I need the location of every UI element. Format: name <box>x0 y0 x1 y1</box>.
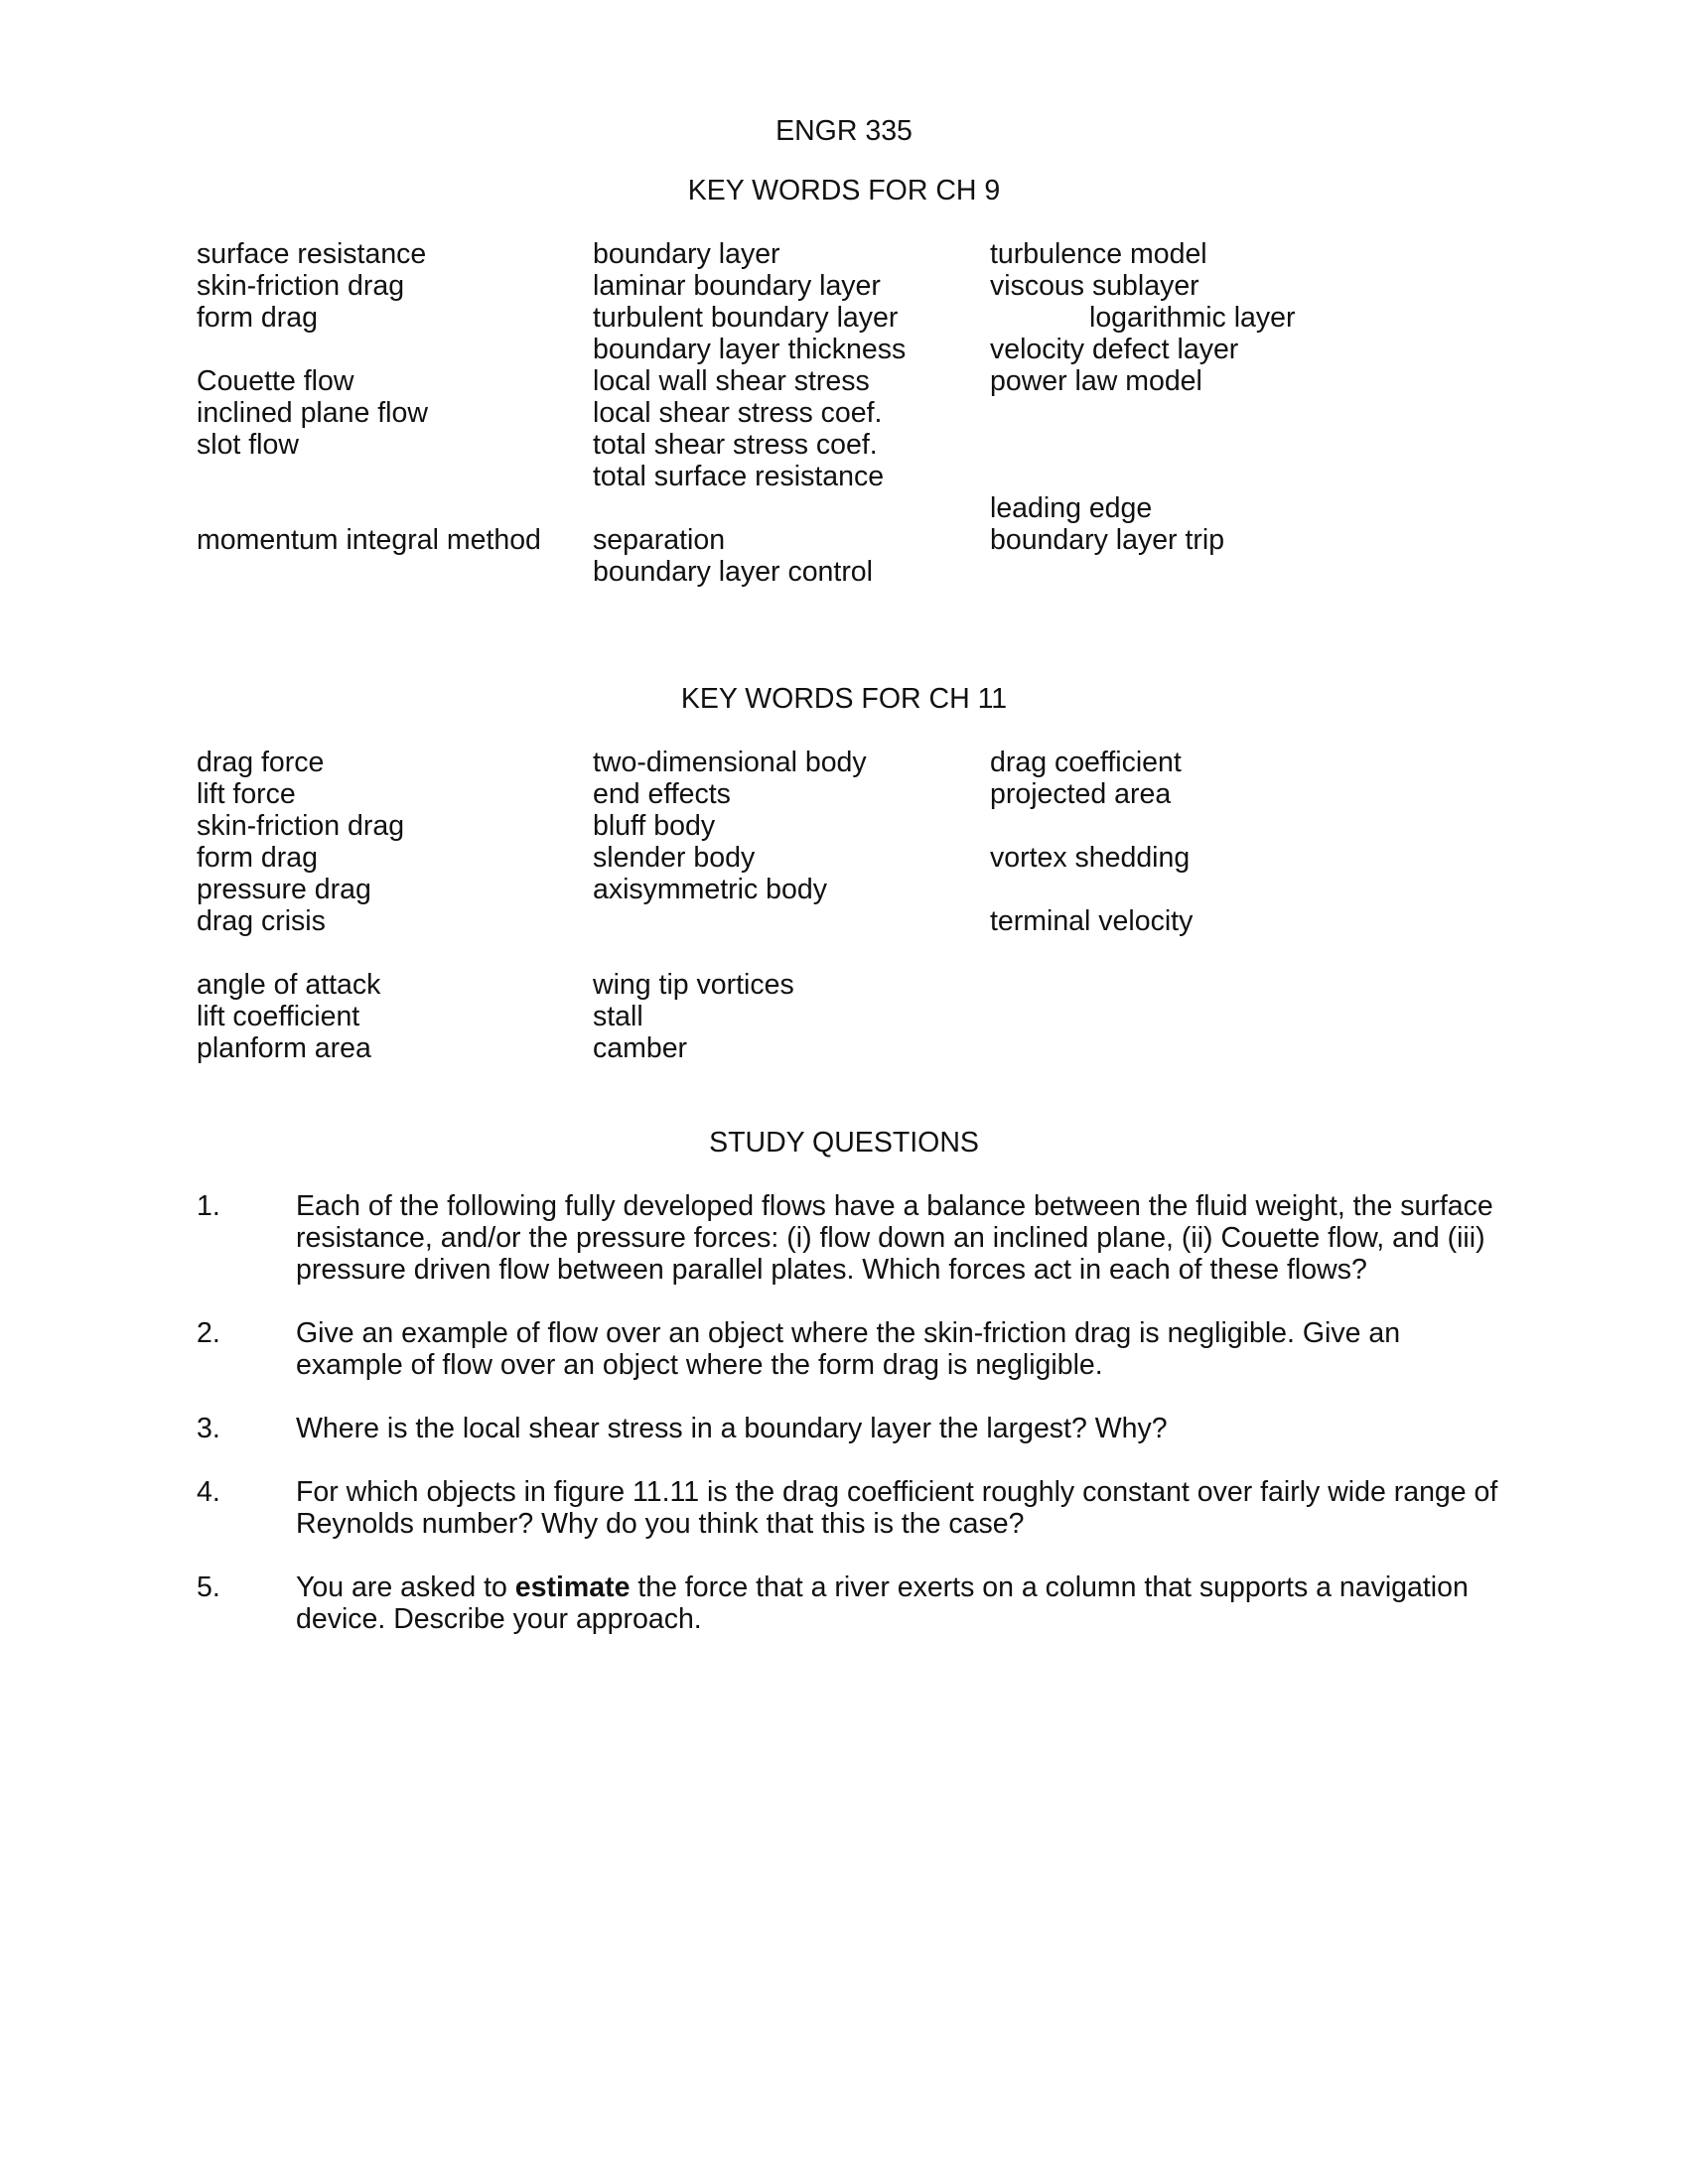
keyword: local wall shear stress <box>593 365 870 397</box>
keyword: terminal velocity <box>990 905 1194 937</box>
keyword <box>593 492 906 524</box>
keyword: vortex shedding <box>990 842 1191 874</box>
keyword: wing tip vortices <box>593 969 794 1001</box>
keyword: planform area <box>197 1032 371 1064</box>
keyword: viscous sublayer <box>990 270 1199 302</box>
keyword: angle of attack <box>197 969 381 1001</box>
question-text: Give an example of flow over an object where the skin-friction drag is negligible. Give an example of flow over an object where the form drag is negligible. <box>296 1317 1401 1381</box>
keyword: form drag <box>197 302 318 334</box>
keyword: two-dimensional body <box>593 747 867 778</box>
keyword: projected area <box>990 778 1172 810</box>
keyword: lift force <box>197 778 296 810</box>
keyword <box>197 937 404 969</box>
question-text: Where is the local shear stress in a boundary layer the largest? Why? <box>296 1413 1168 1444</box>
keyword <box>990 810 1193 842</box>
keyword: skin-friction drag <box>197 810 405 842</box>
keyword: momentum integral method <box>197 524 541 556</box>
keyword: separation <box>593 524 726 556</box>
question-text: For which objects in figure 11.11 is the drag coefficient roughly constant over fairly wide range of Reynolds number? Why do you think that this is the case? <box>296 1476 1498 1540</box>
keyword: laminar boundary layer <box>593 270 881 302</box>
keyword: logarithmic layer <box>1089 302 1296 334</box>
keyword <box>593 937 867 969</box>
keyword: camber <box>593 1032 688 1064</box>
keyword: axisymmetric body <box>593 874 827 905</box>
study-questions-heading: STUDY QUESTIONS <box>709 1127 979 1159</box>
keyword: boundary layer thickness <box>593 334 907 365</box>
question-text-part: the force that a river exerts on a column that supports a navigation device. Describe your approach. <box>296 1571 1469 1635</box>
keyword: total surface resistance <box>593 461 885 492</box>
keyword: velocity defect layer <box>990 334 1239 365</box>
ch9-column-1 <box>197 238 541 556</box>
keyword: turbulence model <box>990 238 1207 270</box>
ch9-column-3 <box>990 238 1296 556</box>
keyword <box>197 492 541 524</box>
course-title: ENGR 335 <box>775 115 913 147</box>
ch11-column-2 <box>593 747 867 1064</box>
keyword: drag crisis <box>197 905 326 937</box>
question-number: 1. <box>197 1190 220 1222</box>
question-text-part: You are asked to <box>296 1571 515 1603</box>
keyword: boundary layer <box>593 238 780 270</box>
question-number: 4. <box>197 1476 220 1508</box>
ch9-column-2 <box>593 238 906 588</box>
question-number: 2. <box>197 1317 220 1349</box>
keyword: total shear stress coef. <box>593 429 878 461</box>
keyword <box>990 874 1193 905</box>
keyword <box>990 461 1296 492</box>
keyword: slot flow <box>197 429 299 461</box>
keyword: leading edge <box>990 492 1153 524</box>
keyword: turbulent boundary layer <box>593 302 899 334</box>
keyword: surface resistance <box>197 238 427 270</box>
ch11-column-3 <box>990 747 1193 937</box>
keyword: drag force <box>197 747 325 778</box>
keyword: local shear stress coef. <box>593 397 883 429</box>
question-number: 5. <box>197 1571 220 1603</box>
question-text <box>296 1571 1507 1635</box>
keyword: slender body <box>593 842 756 874</box>
keyword: drag coefficient <box>990 747 1182 778</box>
keyword <box>990 429 1296 461</box>
keyword <box>197 461 541 492</box>
question-number: 3. <box>197 1413 220 1444</box>
keyword <box>197 334 541 365</box>
keyword: pressure drag <box>197 874 371 905</box>
ch9-heading: KEY WORDS FOR CH 9 <box>687 175 1001 206</box>
keyword: stall <box>593 1001 643 1032</box>
keyword: inclined plane flow <box>197 397 428 429</box>
keyword: form drag <box>197 842 318 874</box>
question-emphasis: estimate <box>514 1571 631 1603</box>
keyword: Couette flow <box>197 365 354 397</box>
keyword: boundary layer trip <box>990 524 1225 556</box>
keyword: end effects <box>593 778 731 810</box>
keyword <box>990 397 1296 429</box>
keyword <box>593 905 867 937</box>
ch11-heading: KEY WORDS FOR CH 11 <box>680 683 1008 715</box>
keyword: boundary layer control <box>593 556 873 588</box>
ch11-column-1 <box>197 747 404 1064</box>
keyword: power law model <box>990 365 1202 397</box>
keyword: bluff body <box>593 810 716 842</box>
keyword: lift coefficient <box>197 1001 360 1032</box>
keyword: skin-friction drag <box>197 270 405 302</box>
question-text: Each of the following fully developed flows have a balance between the fluid weight, the surface resistance, and/or the pressure forces: (i) flow down an inclined plane, (ii) Couette flow, and (iii) pressure driven flow between parallel plates. Which forces act in each of these flows? <box>296 1190 1493 1286</box>
